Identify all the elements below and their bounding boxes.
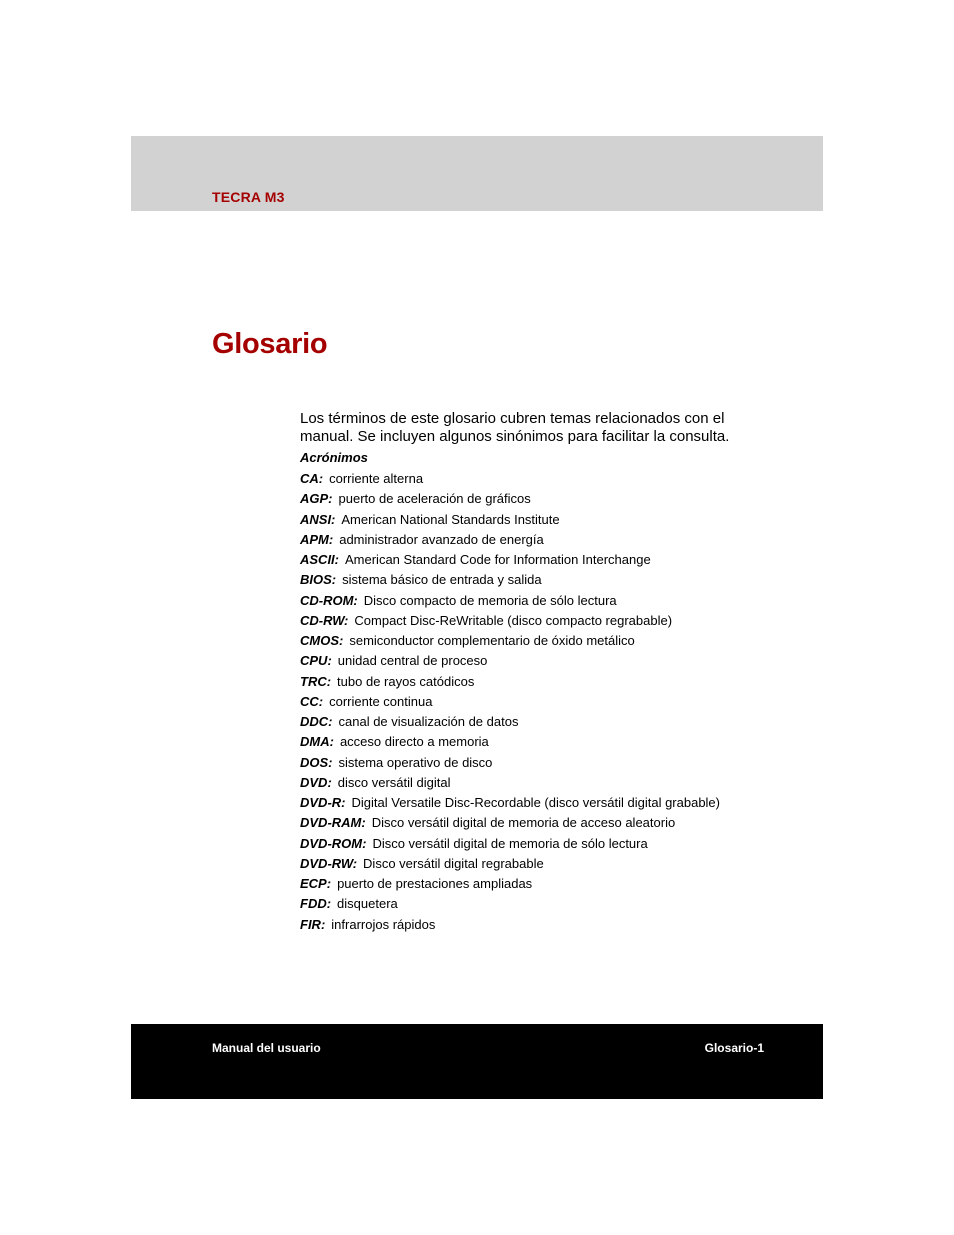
glossary-entry [300,651,780,671]
glossary-term: ANSI: [300,511,336,527]
glossary-definition: corriente continua [329,693,433,709]
glossary-entry [300,530,780,550]
glossary-term: FDD: [300,896,332,912]
glossary-definition: acceso directo a memoria [339,734,489,750]
glossary-term: DVD-ROM: [300,835,367,851]
glossary-term: DMA: [300,734,334,750]
glossary-definition: semiconductor complementario de óxido metálico [349,633,635,648]
glossary-definition: tubo de rayos catódicos [337,673,475,689]
glossary-term: AGP: [300,491,333,507]
glossary-entry [300,469,780,489]
glossary-entry [300,570,780,590]
glossary-term: CD-ROM: [300,592,358,608]
glossary-term: DVD: [300,774,332,790]
glossary-term: CD-RW: [300,612,349,628]
glossary-term: FIR: [300,916,326,932]
glossary-entry [300,915,780,935]
glossary-term: ASCII: [300,552,339,567]
glossary-entry [300,631,780,651]
glossary-entry [300,874,780,894]
glossary-definition: American National Standards Institute [341,511,560,527]
glossary-definition: unidad central de proceso [337,653,488,669]
glossary-entry [300,591,780,611]
glossary-definition: Digital Versatile Disc-Recordable (disco versátil digital grabable) [351,795,720,810]
page-title: Glosario [212,328,328,360]
glossary-entry [300,692,780,712]
glossary-definition: administrador avanzado de energía [339,531,544,547]
glossary-definition: disquetera [337,896,398,912]
glossary-term: DVD-RAM: [300,815,366,831]
glossary-definition: Compact Disc-ReWritable (disco compacto regrabable) [354,612,673,628]
glossary-entry [300,773,780,793]
glossary-entry [300,712,780,732]
glossary-definition: Disco compacto de memoria de sólo lectura [363,592,617,608]
glossary-entry [300,550,780,570]
section-label-acronyms: Acrónimos [300,450,368,465]
glossary-entry [300,510,780,530]
glossary-definition: corriente alterna [329,471,424,486]
header-band [131,136,823,211]
footer-band [131,1024,823,1099]
glossary-term: DDC: [300,714,333,729]
footer-page-number: Glosario-1 [704,1041,764,1055]
glossary-definition: disco versátil digital [337,774,451,790]
footer-manual-label: Manual del usuario [212,1041,321,1055]
glossary-definition: puerto de prestaciones ampliadas [337,876,533,891]
glossary-term: CA: [300,471,324,486]
glossary-term: ECP: [300,876,332,891]
glossary-definition: puerto de aceleración de gráficos [338,491,531,507]
glossary-entry [300,834,780,854]
glossary-term: BIOS: [300,572,337,588]
glossary-definition: canal de visualización de datos [338,714,519,729]
glossary-definition: Disco versátil digital de memoria de sólo lectura [372,835,648,851]
glossary-term: DVD-R: [300,795,346,810]
intro-paragraph: Los términos de este glosario cubren temas relacionados con el manual. Se incluyen algunos sinónimos para facilitar la consulta. [300,410,730,445]
glossary-entry [300,793,780,813]
glossary-term: DVD-RW: [300,855,358,871]
glossary-entry [300,732,780,752]
glossary-entry [300,854,780,874]
glossary-list [300,469,780,935]
glossary-term: TRC: [300,673,332,689]
glossary-entry [300,489,780,509]
glossary-term: CMOS: [300,633,344,648]
glossary-entry [300,672,780,692]
glossary-term: CC: [300,693,324,709]
header-title: TECRA M3 [212,189,285,205]
glossary-term: CPU: [300,653,332,669]
glossary-definition: sistema básico de entrada y salida [342,572,542,588]
glossary-entry [300,611,780,631]
glossary-entry [300,894,780,914]
glossary-term: DOS: [300,754,333,770]
glossary-content [300,410,780,935]
glossary-definition: sistema operativo de disco [338,754,493,770]
glossary-term: APM: [300,531,334,547]
glossary-definition: American Standard Code for Information Interchange [345,552,651,567]
glossary-definition: Disco versátil digital regrabable [363,855,544,871]
glossary-entry [300,753,780,773]
glossary-entry [300,813,780,833]
glossary-definition: Disco versátil digital de memoria de acceso aleatorio [371,815,676,831]
glossary-definition: infrarrojos rápidos [331,916,436,932]
